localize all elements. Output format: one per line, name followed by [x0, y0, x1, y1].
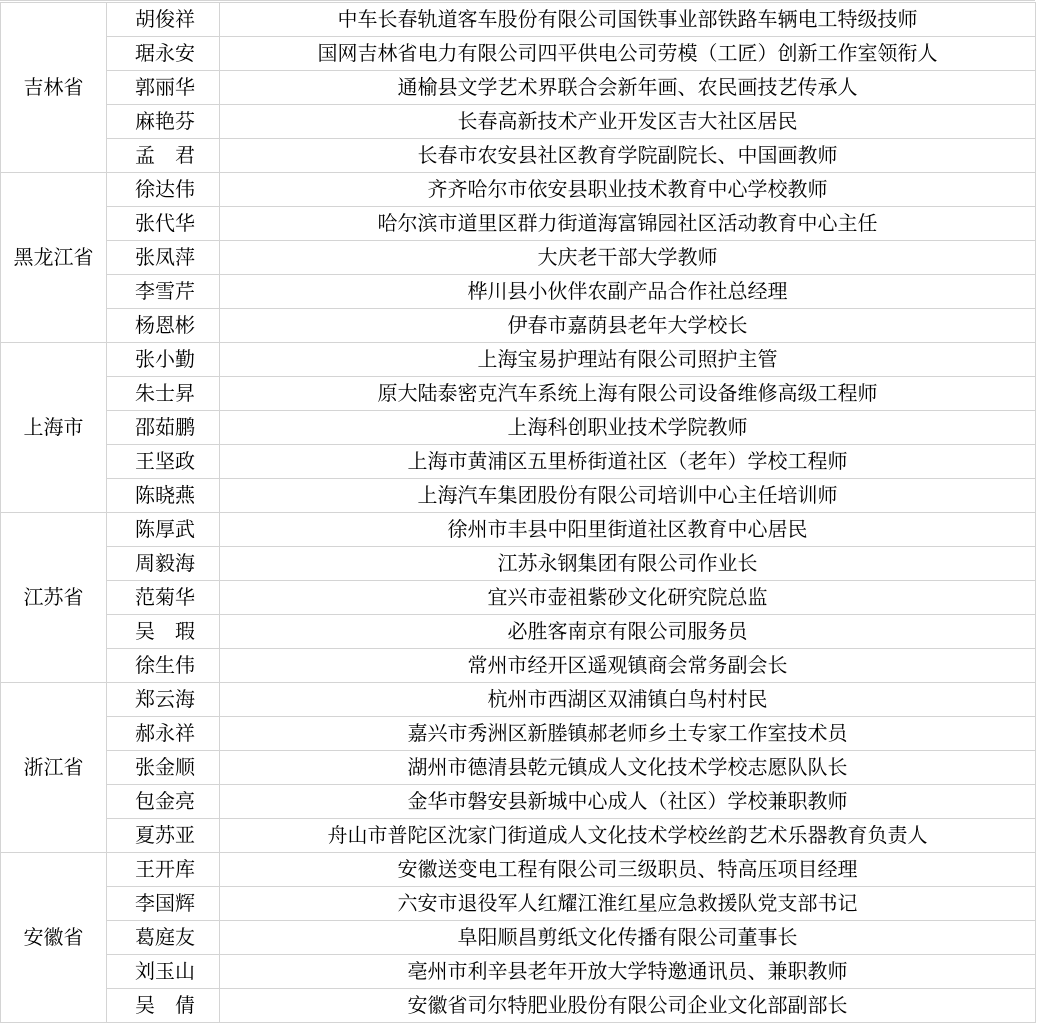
table-row: [1, 513, 1036, 547]
person-name-cell: 郭丽华: [107, 71, 220, 105]
person-description-cell: 杭州市西湖区双浦镇白鸟村村民: [220, 683, 1036, 717]
person-description-cell: 中车长春轨道客车股份有限公司国铁事业部铁路车辆电工特级技师: [220, 3, 1036, 37]
person-name-cell: 刘玉山: [107, 955, 220, 989]
person-description-cell: 齐齐哈尔市依安县职业技术教育中心学校教师: [220, 173, 1036, 207]
person-name-cell: 朱士昇: [107, 377, 220, 411]
person-name-cell: 张小勤: [107, 343, 220, 377]
province-cell: 浙江省: [1, 683, 107, 853]
person-description-cell: 伊春市嘉荫县老年大学校长: [220, 309, 1036, 343]
person-name-cell: 郝永祥: [107, 717, 220, 751]
person-name-cell: 琚永安: [107, 37, 220, 71]
person-description-cell: 通榆县文学艺术界联合会新年画、农民画技艺传承人: [220, 71, 1036, 105]
table-row: [1, 207, 1036, 241]
person-description-cell: 原大陆泰密克汽车系统上海有限公司设备维修高级工程师: [220, 377, 1036, 411]
person-name-cell: 杨恩彬: [107, 309, 220, 343]
person-name-cell: 陈厚武: [107, 513, 220, 547]
person-description-cell: 金华市磐安县新城中心成人（社区）学校兼职教师: [220, 785, 1036, 819]
province-cell: 吉林省: [1, 3, 107, 173]
person-description-cell: 长春高新技术产业开发区吉大社区居民: [220, 105, 1036, 139]
table-row: [1, 343, 1036, 377]
table-row: [1, 275, 1036, 309]
person-name-cell: 张金顺: [107, 751, 220, 785]
table-row: [1, 615, 1036, 649]
person-description-cell: 必胜客南京有限公司服务员: [220, 615, 1036, 649]
table-row: [1, 173, 1036, 207]
province-cell: 江苏省: [1, 513, 107, 683]
honoree-table-body: [1, 3, 1036, 1023]
person-name-cell: 张代华: [107, 207, 220, 241]
person-description-cell: 嘉兴市秀洲区新塍镇郝老师乡土专家工作室技术员: [220, 717, 1036, 751]
honoree-table: [0, 2, 1036, 1023]
person-name-cell: 李雪芹: [107, 275, 220, 309]
table-row: [1, 547, 1036, 581]
person-description-cell: 湖州市德清县乾元镇成人文化技术学校志愿队队长: [220, 751, 1036, 785]
table-row: [1, 241, 1036, 275]
person-name-cell: 孟 君: [107, 139, 220, 173]
table-row: [1, 105, 1036, 139]
person-description-cell: 阜阳顺昌剪纸文化传播有限公司董事长: [220, 921, 1036, 955]
table-row: [1, 139, 1036, 173]
person-name-cell: 徐生伟: [107, 649, 220, 683]
person-name-cell: 陈晓燕: [107, 479, 220, 513]
person-name-cell: 郑云海: [107, 683, 220, 717]
person-name-cell: 吴 瑕: [107, 615, 220, 649]
table-row: [1, 955, 1036, 989]
table-row: [1, 785, 1036, 819]
person-name-cell: 徐达伟: [107, 173, 220, 207]
person-name-cell: 葛庭友: [107, 921, 220, 955]
person-description-cell: 江苏永钢集团有限公司作业长: [220, 547, 1036, 581]
table-row: [1, 309, 1036, 343]
person-description-cell: 上海汽车集团股份有限公司培训中心主任培训师: [220, 479, 1036, 513]
person-name-cell: 麻艳芬: [107, 105, 220, 139]
table-row: [1, 37, 1036, 71]
table-row: [1, 989, 1036, 1023]
person-description-cell: 安徽省司尔特肥业股份有限公司企业文化部副部长: [220, 989, 1036, 1023]
table-row: [1, 887, 1036, 921]
person-description-cell: 大庆老干部大学教师: [220, 241, 1036, 275]
province-cell: 上海市: [1, 343, 107, 513]
table-row: [1, 717, 1036, 751]
table-row: [1, 3, 1036, 37]
person-name-cell: 王开库: [107, 853, 220, 887]
table-row: [1, 819, 1036, 853]
person-description-cell: 常州市经开区遥观镇商会常务副会长: [220, 649, 1036, 683]
table-row: [1, 411, 1036, 445]
person-description-cell: 上海科创职业技术学院教师: [220, 411, 1036, 445]
province-cell: 黑龙江省: [1, 173, 107, 343]
table-row: [1, 853, 1036, 887]
table-row: [1, 479, 1036, 513]
person-description-cell: 上海市黄浦区五里桥街道社区（老年）学校工程师: [220, 445, 1036, 479]
person-description-cell: 六安市退役军人红耀江淮红星应急救援队党支部书记: [220, 887, 1036, 921]
person-name-cell: 李国辉: [107, 887, 220, 921]
person-name-cell: 包金亮: [107, 785, 220, 819]
table-row: [1, 445, 1036, 479]
person-description-cell: 桦川县小伙伴农副产品合作社总经理: [220, 275, 1036, 309]
table-row: [1, 581, 1036, 615]
person-name-cell: 周毅海: [107, 547, 220, 581]
person-name-cell: 胡俊祥: [107, 3, 220, 37]
person-description-cell: 长春市农安县社区教育学院副院长、中国画教师: [220, 139, 1036, 173]
person-name-cell: 邵茹鹏: [107, 411, 220, 445]
person-name-cell: 吴 倩: [107, 989, 220, 1023]
province-cell: 安徽省: [1, 853, 107, 1023]
table-row: [1, 921, 1036, 955]
person-description-cell: 亳州市利辛县老年开放大学特邀通讯员、兼职教师: [220, 955, 1036, 989]
person-description-cell: 宜兴市壶祖紫砂文化研究院总监: [220, 581, 1036, 615]
person-description-cell: 舟山市普陀区沈家门街道成人文化技术学校丝韵艺术乐器教育负责人: [220, 819, 1036, 853]
person-name-cell: 王坚政: [107, 445, 220, 479]
table-row: [1, 649, 1036, 683]
person-description-cell: 哈尔滨市道里区群力街道海富锦园社区活动教育中心主任: [220, 207, 1036, 241]
table-row: [1, 377, 1036, 411]
person-description-cell: 国网吉林省电力有限公司四平供电公司劳模（工匠）创新工作室领衔人: [220, 37, 1036, 71]
person-description-cell: 徐州市丰县中阳里街道社区教育中心居民: [220, 513, 1036, 547]
table-row: [1, 71, 1036, 105]
person-description-cell: 上海宝易护理站有限公司照护主管: [220, 343, 1036, 377]
person-description-cell: 安徽送变电工程有限公司三级职员、特高压项目经理: [220, 853, 1036, 887]
table-row: [1, 683, 1036, 717]
person-name-cell: 夏苏亚: [107, 819, 220, 853]
person-name-cell: 范菊华: [107, 581, 220, 615]
person-name-cell: 张凤萍: [107, 241, 220, 275]
table-row: [1, 751, 1036, 785]
